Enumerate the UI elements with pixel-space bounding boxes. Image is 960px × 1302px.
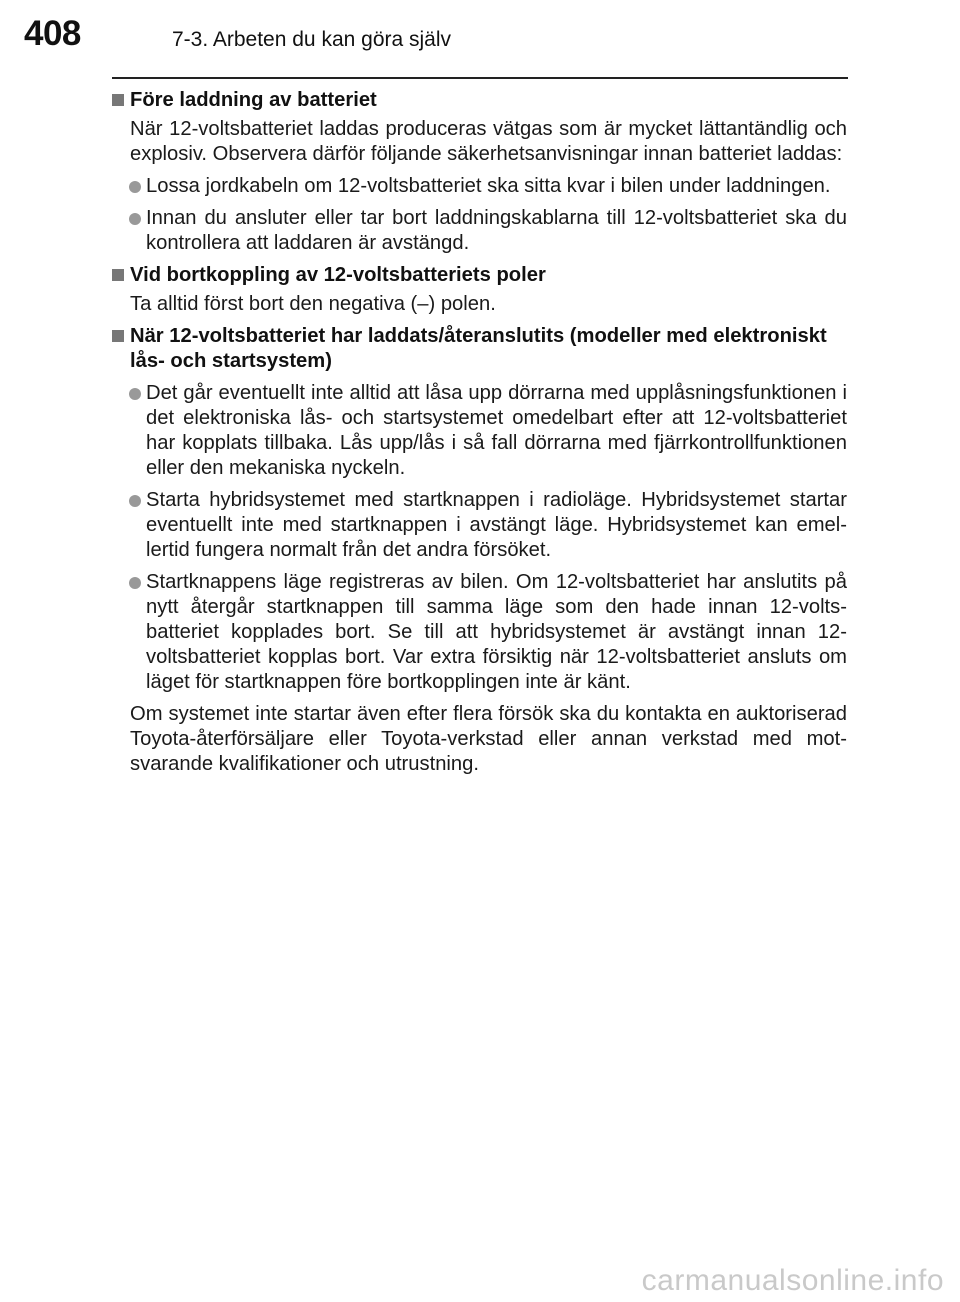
list-item-text: Starta hybridsystemet med startknappen i radioläge. Hybridsystemet startar eventuellt inte med startknappen i avstängt läge. Hybridsystemet kan emellertid fungera normalt från det andra försöket. [146, 489, 847, 561]
list-item [112, 488, 847, 563]
list-item [112, 570, 847, 695]
document-body [112, 88, 847, 784]
list-item-text: Innan du ansluter eller tar bort laddningskablarna till 12-voltsbatteriet ska du kontrollera att laddaren är avstängd. [146, 207, 847, 254]
section-paragraph: Ta alltid först bort den negativa (–) polen. [130, 293, 496, 315]
page-header [0, 0, 960, 70]
section-heading [112, 88, 847, 113]
chapter-title: 7-3. Arbeten du kan göra själv [172, 28, 452, 51]
closing-paragraph: Om systemet inte startar även efter flera försök ska du kontakta en auktoriserad Toyota-återförsäljare eller Toyota-verkstad eller annan verkstad med motsvarande kvalifikationer och utrustning. [130, 703, 847, 775]
list-item-text: Startknappens läge registreras av bilen. Om 12-voltsbatteriet har anslutits på nytt återgår startknappen till samma läge som den hade innan 12-voltsbatteriet kopplades bort. Se till att hybridsystemet är avstängt innan 12-voltsbatteriet kopplas bort. Var extra försiktig när 12-voltsbatteriet ansluts om läget för startknappen före bortkopplingen inte är känt. [146, 571, 847, 693]
watermark: carmanualsonline.info [641, 1264, 944, 1297]
square-bullet-icon [112, 94, 124, 106]
circle-bullet-icon [129, 495, 141, 507]
list-item [112, 206, 847, 256]
circle-bullet-icon [129, 577, 141, 589]
header-divider [112, 77, 848, 79]
section-after-charging [112, 324, 847, 777]
section-heading-text: När 12-voltsbatteriet har laddats/återanslutits (modeller med elektroniskt lås- och startsystem) [130, 325, 827, 372]
list-item [112, 381, 847, 481]
section-paragraph: När 12-voltsbatteriet laddas produceras vätgas som är mycket lättantändlig och explosiv. Observera därför följande säkerhetsanvisningar innan batteriet laddas: [130, 118, 847, 165]
square-bullet-icon [112, 269, 124, 281]
circle-bullet-icon [129, 213, 141, 225]
section-before-charging [112, 88, 847, 256]
section-heading [112, 324, 847, 374]
circle-bullet-icon [129, 388, 141, 400]
list-item [112, 174, 847, 199]
list-item-text: Det går eventuellt inte alltid att låsa upp dörrarna med upplåsningsfunktionen i det elektroniska lås- och startsystemet omedelbart efter att 12-voltsbatteriet har kopplats tillbaka. Lås upp/lås i så fall dörrarna med fjärrkontrollfunktionen eller den mekaniska nyckeln. [146, 382, 847, 479]
circle-bullet-icon [129, 181, 141, 193]
square-bullet-icon [112, 330, 124, 342]
section-heading-text: Före laddning av batteriet [130, 89, 377, 111]
page-number: 408 [24, 14, 81, 53]
section-heading [112, 263, 847, 288]
list-item-text: Lossa jordkabeln om 12-voltsbatteriet ska sitta kvar i bilen under laddningen. [146, 175, 831, 197]
section-heading-text: Vid bortkoppling av 12-voltsbatteriets poler [130, 264, 546, 286]
section-disconnecting-poles [112, 263, 847, 317]
